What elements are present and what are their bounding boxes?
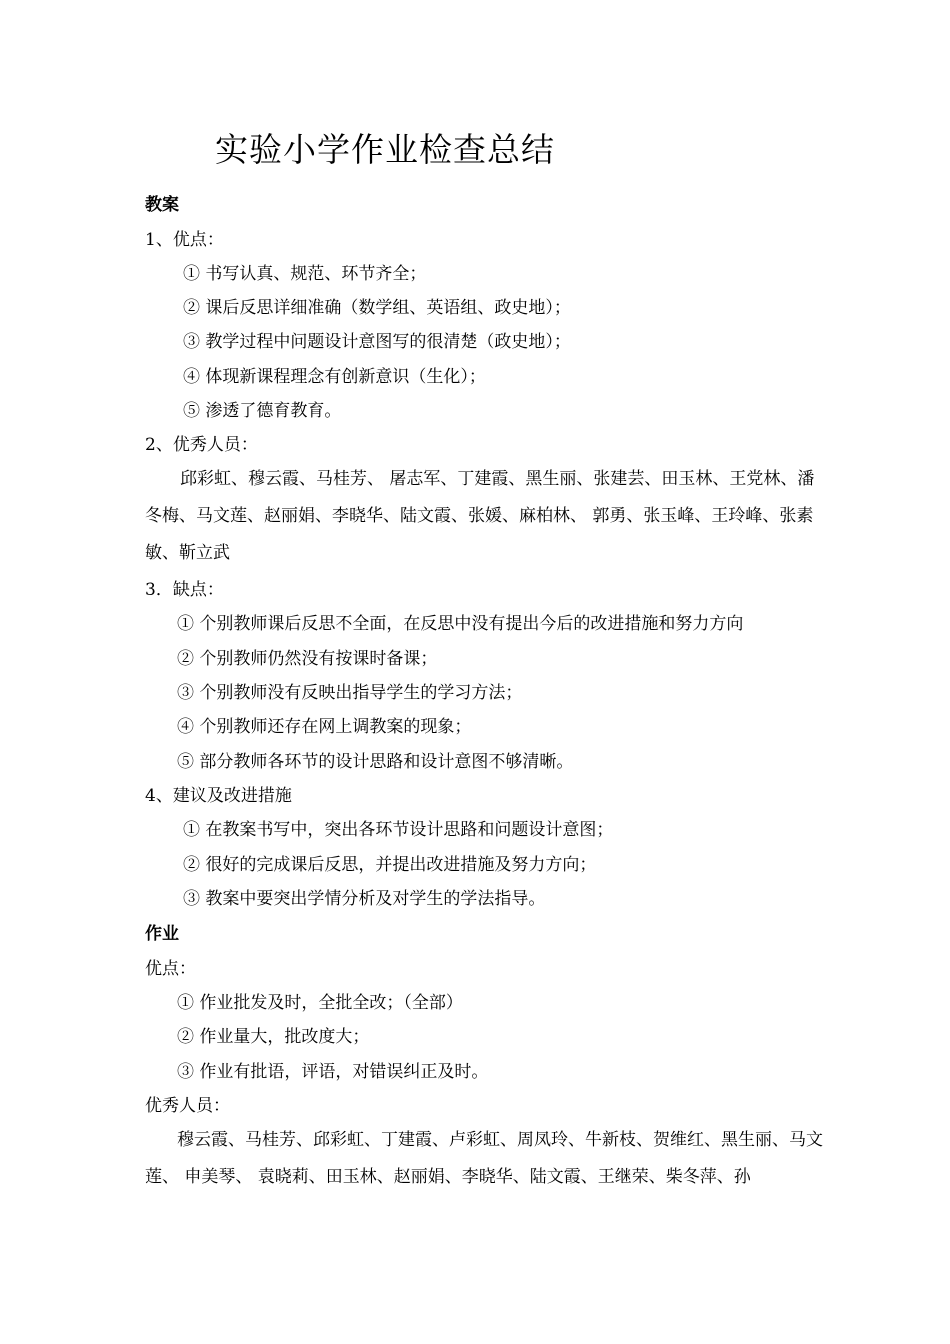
fault-item: ④ 个别教师还存在网上调教案的现象； [177, 717, 472, 737]
merits-heading: 1、优点： [145, 230, 224, 250]
homework-excellent-names: 穆云霞、马桂芳、邱彩虹、丁建霞、卢彩虹、周凤玲、牛新枝、贺维红、黑生丽、马文莲、 申美琴、 袁晓莉、田玉林、赵丽娟、李晓华、陆文霞、王继荣、柴冬萍、孙 [145, 1130, 823, 1187]
homework-excellent-heading: 优秀人员： [145, 1096, 230, 1116]
fault-item: ② 个别教师仍然没有按课时备课； [177, 649, 438, 669]
homework-merit-item: ② 作业量大，批改度大； [177, 1027, 370, 1047]
merit-item: ④ 体现新课程理念有创新意识（生化）； [183, 367, 486, 387]
suggestion-item: ① 在教案书写中，突出各环节设计思路和问题设计意图； [183, 820, 614, 840]
suggestions-heading: 4、建议及改进措施 [145, 786, 292, 806]
excellent-staff-heading: 2、优秀人员： [145, 435, 258, 455]
section-heading-lesson-plan: 教案 [145, 195, 179, 215]
suggestion-item: ② 很好的完成课后反思，并提出改进措施及努力方向； [183, 855, 597, 875]
document-title: 实验小学作业检查总结 [215, 130, 555, 169]
faults-heading: 3．缺点： [145, 580, 224, 600]
merit-item: ⑤ 渗透了德育教育。 [183, 401, 342, 421]
homework-merit-item: ① 作业批发及时，全批全改；（全部） [177, 993, 463, 1013]
fault-item: ③ 个别教师没有反映出指导学生的学习方法； [177, 683, 523, 703]
merit-item: ② 课后反思详细准确（数学组、英语组、政史地）； [183, 298, 571, 318]
fault-item: ① 个别教师课后反思不全面，在反思中没有提出今后的改进措施和努力方向 [177, 614, 744, 634]
section-heading-homework: 作业 [145, 924, 179, 944]
suggestion-item: ③ 教案中要突出学情分析及对学生的学法指导。 [183, 889, 546, 909]
excellent-staff-names: 邱彩虹、穆云霞、马桂芳、 屠志军、丁建霞、黑生丽、张建芸、田玉林、王党林、潘冬梅、马文莲、赵丽娟、李晓华、陆文霞、张媛、麻柏林、 郭勇、张玉峰、王玲峰、张素敏、靳立武 [145, 469, 815, 563]
merit-item: ③ 教学过程中问题设计意图写的很清楚（政史地）； [183, 332, 571, 352]
homework-merit-item: ③ 作业有批语，评语，对错误纠正及时。 [177, 1062, 489, 1082]
homework-merits-heading: 优点： [145, 959, 196, 979]
merit-item: ① 书写认真、规范、环节齐全； [183, 264, 427, 284]
fault-item: ⑤ 部分教师各环节的设计思路和设计意图不够清晰。 [177, 752, 574, 772]
